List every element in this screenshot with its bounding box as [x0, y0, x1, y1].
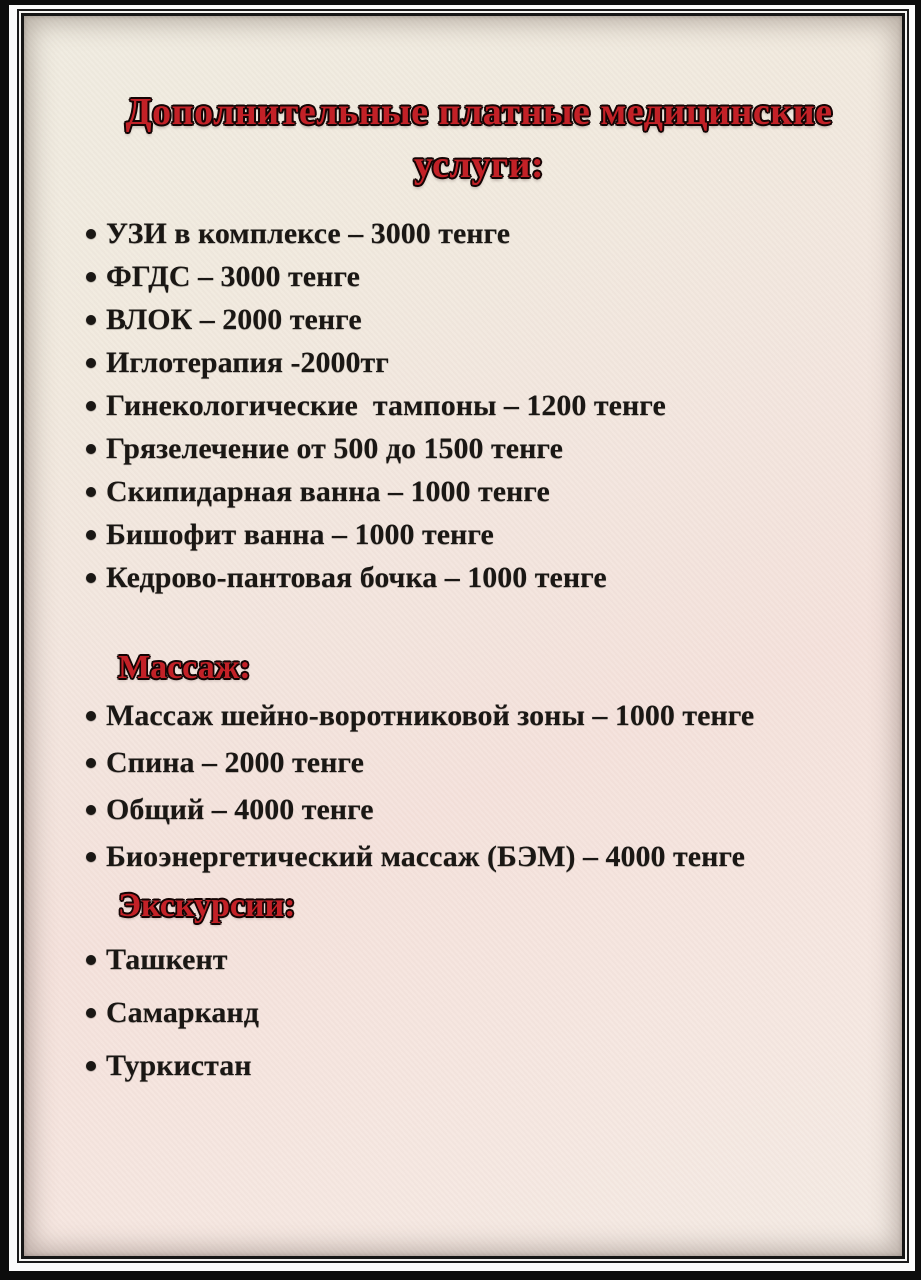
- service-item: [86, 476, 872, 508]
- service-item: [86, 519, 872, 551]
- excursion-item: [86, 997, 872, 1029]
- excursion-item: [86, 1050, 872, 1082]
- bullet-icon: [86, 315, 96, 325]
- bullet-icon: [86, 573, 96, 583]
- service-item: [86, 562, 872, 594]
- item-text: Кедрово-пантовая бочка – 1000 тенге: [106, 561, 607, 595]
- service-item: [86, 261, 872, 293]
- item-text: ВЛОК – 2000 тенге: [106, 303, 362, 337]
- bullet-icon: [86, 758, 96, 768]
- service-list: [86, 218, 872, 594]
- excursion-item: [86, 944, 872, 976]
- item-text: Спина – 2000 тенге: [106, 746, 364, 780]
- item-text: Ташкент: [106, 942, 228, 976]
- item-text: Биоэнергетический массаж (БЭМ) – 4000 тенге: [106, 840, 745, 874]
- bullet-icon: [86, 1008, 96, 1018]
- item-text: Скипидарная ванна – 1000 тенге: [106, 475, 550, 509]
- bullet-icon: [86, 358, 96, 368]
- service-item: [86, 304, 872, 336]
- page-content: [24, 16, 902, 1256]
- item-text: Грязелечение от 500 до 1500 тенге: [106, 432, 563, 466]
- excursion-list: [86, 944, 872, 1082]
- item-text: Гинекологические тампоны – 1200 тенге: [106, 389, 666, 423]
- item-text: Общий – 4000 тенге: [106, 793, 374, 827]
- price-list-page: [21, 13, 905, 1259]
- item-text: Массаж шейно-воротниковой зоны – 1000 тенге: [106, 699, 755, 733]
- bullet-icon: [86, 530, 96, 540]
- service-item: [86, 841, 872, 873]
- bullet-icon: [86, 487, 96, 497]
- item-text: Бишофит ванна – 1000 тенге: [106, 518, 494, 552]
- service-item: [86, 433, 872, 465]
- service-item: [86, 347, 872, 379]
- item-text: Иглотерапия -2000тг: [106, 346, 389, 380]
- bullet-icon: [86, 852, 96, 862]
- bullet-icon: [86, 444, 96, 454]
- service-item: [86, 794, 872, 826]
- bullet-icon: [86, 805, 96, 815]
- sections: [86, 218, 872, 1081]
- bullet-icon: [86, 401, 96, 411]
- service-list: [86, 700, 872, 873]
- item-text: УЗИ в комплексе – 3000 тенге: [106, 217, 511, 251]
- item-text: ФГДС – 3000 тенге: [106, 260, 360, 294]
- bullet-icon: [86, 1061, 96, 1071]
- item-text: Самарканд: [106, 995, 259, 1029]
- bullet-icon: [86, 272, 96, 282]
- mat-border: [9, 5, 915, 1271]
- page-title: Дополнительные платные медицинские услуги:: [125, 91, 833, 187]
- section-heading: Массаж:: [118, 649, 251, 687]
- section-heading: Экскурсии:: [118, 887, 296, 925]
- bullet-icon: [86, 229, 96, 239]
- item-text: Туркистан: [106, 1048, 252, 1082]
- bullet-icon: [86, 955, 96, 965]
- service-item: [86, 747, 872, 779]
- bullet-icon: [86, 711, 96, 721]
- service-item: [86, 390, 872, 422]
- service-item: [86, 700, 872, 732]
- service-item: [86, 218, 872, 250]
